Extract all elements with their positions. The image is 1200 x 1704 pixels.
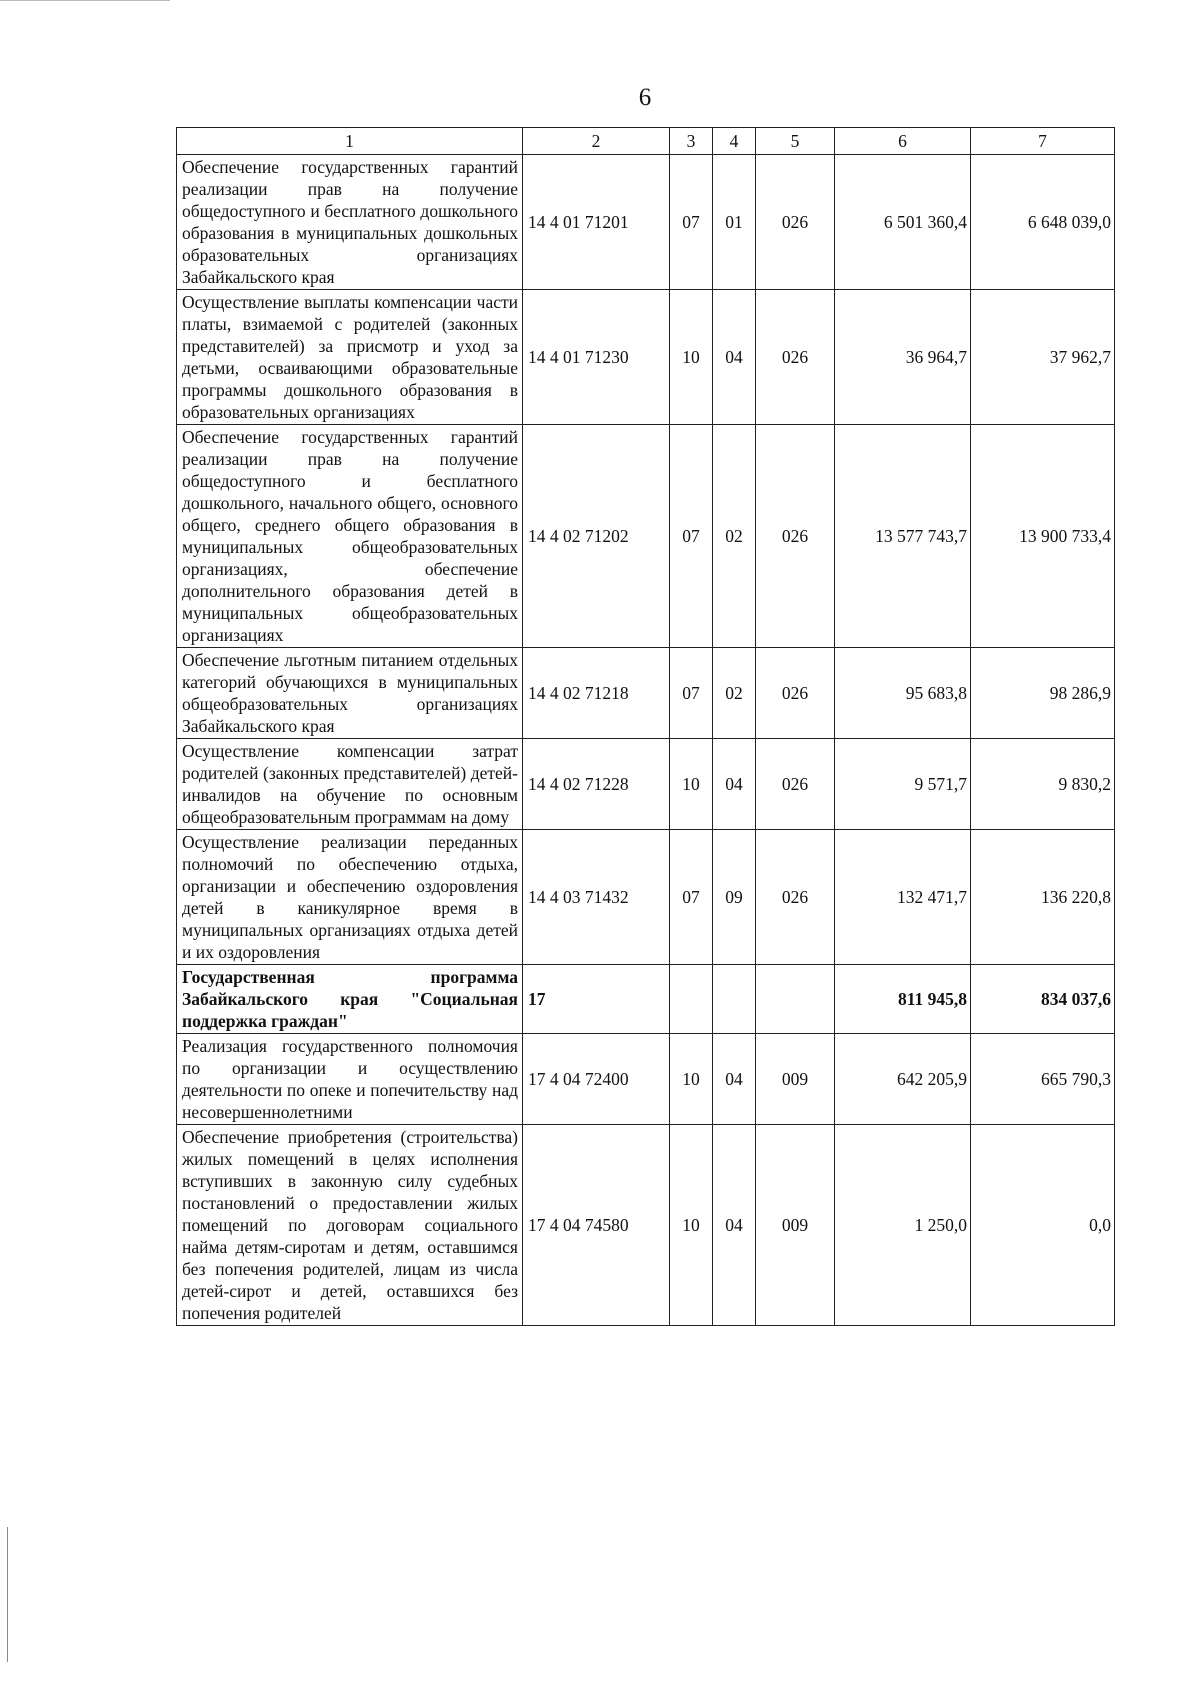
administrator-code: 026 xyxy=(756,739,835,830)
amount-year-2: 98 286,9 xyxy=(971,648,1115,739)
subsection-code: 02 xyxy=(713,648,756,739)
section-code: 07 xyxy=(670,155,713,290)
table-row xyxy=(177,290,1115,425)
subsection-code: 04 xyxy=(713,1125,756,1326)
section-code: 10 xyxy=(670,1125,713,1326)
section-code: 10 xyxy=(670,1034,713,1125)
amount-year-1: 6 501 360,4 xyxy=(835,155,971,290)
administrator-code xyxy=(756,965,835,1034)
amount-year-2: 6 648 039,0 xyxy=(971,155,1115,290)
target-code: 14 4 02 71228 xyxy=(523,739,670,830)
table-row xyxy=(177,425,1115,648)
header-cell: 2 xyxy=(523,128,670,155)
section-code: 07 xyxy=(670,648,713,739)
amount-year-2: 9 830,2 xyxy=(971,739,1115,830)
table-row xyxy=(177,739,1115,830)
subsection-code: 04 xyxy=(713,739,756,830)
program-name: Осуществление реализации переданных полномочий по обеспечению отдыха, организации и обеспечению оздоровления детей в каникулярное время в муниципальных организациях отдыха детей и их оздоровления xyxy=(177,830,523,965)
table-row xyxy=(177,1034,1115,1125)
header-cell: 1 xyxy=(177,128,523,155)
program-name: Обеспечение государственных гарантий реализации прав на получение общедоступного и бесплатного дошкольного, начального общего, основного общего, среднего общего образования в муниципальных общеобразовательных организациях, обеспечение дополнительного образования детей в муниципальных общеобразовательных организациях xyxy=(177,425,523,648)
amount-year-1: 36 964,7 xyxy=(835,290,971,425)
amount-year-1: 642 205,9 xyxy=(835,1034,971,1125)
section-code: 10 xyxy=(670,290,713,425)
program-name: Государственная программа Забайкальского края "Социальная поддержка граждан" xyxy=(177,965,523,1034)
subsection-code: 04 xyxy=(713,290,756,425)
table-row-program-total xyxy=(177,965,1115,1034)
amount-year-2: 665 790,3 xyxy=(971,1034,1115,1125)
target-code: 17 4 04 74580 xyxy=(523,1125,670,1326)
program-name: Осуществление выплаты компенсации части платы, взимаемой с родителей (законных представителей) за присмотр и уход за детьми, осваивающими образовательные программы дошкольного образования в образовательных организациях xyxy=(177,290,523,425)
amount-year-2: 834 037,6 xyxy=(971,965,1115,1034)
administrator-code: 026 xyxy=(756,425,835,648)
subsection-code: 04 xyxy=(713,1034,756,1125)
subsection-code: 02 xyxy=(713,425,756,648)
amount-year-1: 811 945,8 xyxy=(835,965,971,1034)
amount-year-2: 37 962,7 xyxy=(971,290,1115,425)
table-row xyxy=(177,155,1115,290)
amount-year-2: 0,0 xyxy=(971,1125,1115,1326)
budget-table xyxy=(176,127,1115,1326)
scan-artifact-line xyxy=(7,1527,8,1662)
program-name: Реализация государственного полномочия по организации и осуществлению деятельности по опеке и попечительству над несовершеннолетними xyxy=(177,1034,523,1125)
amount-year-1: 95 683,8 xyxy=(835,648,971,739)
section-code xyxy=(670,965,713,1034)
target-code: 14 4 02 71202 xyxy=(523,425,670,648)
header-cell: 5 xyxy=(756,128,835,155)
table-row xyxy=(177,648,1115,739)
header-cell: 6 xyxy=(835,128,971,155)
administrator-code: 026 xyxy=(756,155,835,290)
subsection-code: 01 xyxy=(713,155,756,290)
administrator-code: 009 xyxy=(756,1034,835,1125)
section-code: 10 xyxy=(670,739,713,830)
administrator-code: 026 xyxy=(756,648,835,739)
section-code: 07 xyxy=(670,830,713,965)
header-cell: 3 xyxy=(670,128,713,155)
amount-year-1: 1 250,0 xyxy=(835,1125,971,1326)
target-code: 14 4 01 71230 xyxy=(523,290,670,425)
administrator-code: 026 xyxy=(756,830,835,965)
administrator-code: 009 xyxy=(756,1125,835,1326)
subsection-code: 09 xyxy=(713,830,756,965)
amount-year-2: 13 900 733,4 xyxy=(971,425,1115,648)
program-name: Осуществление компенсации затрат родителей (законных представителей) детей-инвалидов на обучение по основным общеобразовательным программам на дому xyxy=(177,739,523,830)
program-name: Обеспечение льготным питанием отдельных категорий обучающихся в муниципальных общеобразовательных организациях Забайкальского края xyxy=(177,648,523,739)
page-number: 6 xyxy=(638,84,652,111)
target-code: 14 4 03 71432 xyxy=(523,830,670,965)
header-row xyxy=(177,128,1115,155)
amount-year-1: 9 571,7 xyxy=(835,739,971,830)
header-cell: 7 xyxy=(971,128,1115,155)
header-cell: 4 xyxy=(713,128,756,155)
amount-year-1: 13 577 743,7 xyxy=(835,425,971,648)
amount-year-1: 132 471,7 xyxy=(835,830,971,965)
target-code: 14 4 02 71218 xyxy=(523,648,670,739)
program-name: Обеспечение государственных гарантий реализации прав на получение общедоступного и бесплатного дошкольного образования в муниципальных дошкольных образовательных организациях Забайкальского края xyxy=(177,155,523,290)
section-code: 07 xyxy=(670,425,713,648)
target-code: 17 4 04 72400 xyxy=(523,1034,670,1125)
table-row xyxy=(177,1125,1115,1326)
amount-year-2: 136 220,8 xyxy=(971,830,1115,965)
subsection-code xyxy=(713,965,756,1034)
target-code: 17 xyxy=(523,965,670,1034)
target-code: 14 4 01 71201 xyxy=(523,155,670,290)
administrator-code: 026 xyxy=(756,290,835,425)
program-name: Обеспечение приобретения (строительства) жилых помещений в целях исполнения вступивших в законную силу судебных постановлений о предоставлении жилых помещений по договорам социального найма детям-сиротам и детям, оставшимся без попечения родителей, лицам из числа детей-сирот и детей, оставшихся без попечения родителей xyxy=(177,1125,523,1326)
scan-artifact-line xyxy=(0,0,170,1)
table-row xyxy=(177,830,1115,965)
